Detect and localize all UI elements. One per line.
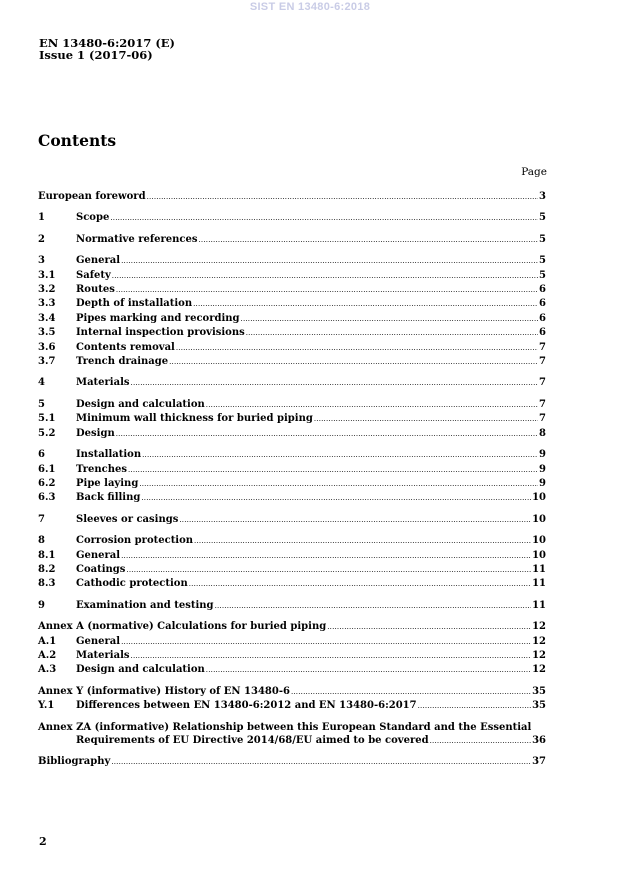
toc-entry-title: Annex A (normative) Calculations for buried piping bbox=[38, 621, 327, 633]
toc-entry-title: Minimum wall thickness for buried piping bbox=[76, 413, 313, 425]
toc-entry-number: Y.1 bbox=[38, 700, 55, 712]
dot-leader bbox=[128, 464, 538, 477]
toc-entry[interactable] bbox=[38, 685, 546, 699]
toc-entry[interactable] bbox=[38, 534, 546, 548]
toc-entry-number: 6.2 bbox=[38, 477, 56, 489]
toc-entry-number: 5.2 bbox=[38, 427, 56, 439]
toc-entry[interactable] bbox=[38, 549, 546, 563]
issue-label: Issue 1 (2017-06) bbox=[39, 48, 153, 62]
dot-leader bbox=[327, 621, 531, 634]
toc-entry[interactable] bbox=[38, 477, 546, 491]
toc-entry-page: 12 bbox=[532, 621, 546, 633]
dot-leader bbox=[193, 298, 538, 311]
dot-leader bbox=[116, 284, 538, 297]
toc-entry-page: 12 bbox=[532, 635, 546, 647]
toc-entry-number: 3.4 bbox=[38, 312, 56, 324]
toc-entry-page: 7 bbox=[539, 398, 546, 410]
toc-entry-title: Depth of installation bbox=[76, 298, 193, 310]
dot-leader bbox=[206, 399, 538, 412]
toc-entry-number: 3.5 bbox=[38, 327, 56, 339]
toc-entry-number: 6.1 bbox=[38, 463, 56, 475]
dot-leader bbox=[131, 377, 539, 390]
toc-entry-title: Safety bbox=[76, 269, 111, 281]
dot-leader bbox=[194, 535, 531, 548]
dot-leader bbox=[215, 600, 532, 613]
toc-entry-page: 11 bbox=[532, 563, 546, 575]
toc-entry-page: 10 bbox=[532, 492, 546, 504]
toc-entry-page: 35 bbox=[532, 700, 546, 712]
dot-leader bbox=[131, 650, 532, 663]
toc-entry-page: 5 bbox=[539, 269, 546, 281]
document-header bbox=[39, 37, 175, 61]
dot-leader bbox=[291, 686, 531, 699]
dot-leader bbox=[112, 270, 538, 283]
toc-entry[interactable] bbox=[38, 463, 546, 477]
toc-entry-title: Internal inspection provisions bbox=[76, 327, 245, 339]
toc-entry-number: 3.2 bbox=[38, 284, 56, 296]
toc-entry-number: 8.2 bbox=[38, 563, 56, 575]
toc-entry[interactable] bbox=[38, 577, 546, 591]
toc-entry[interactable] bbox=[38, 233, 546, 247]
toc-entry-page: 10 bbox=[532, 535, 546, 547]
dot-leader bbox=[206, 664, 531, 677]
toc-entry-page: 7 bbox=[539, 356, 546, 368]
toc-entry[interactable] bbox=[38, 326, 546, 340]
dot-leader bbox=[121, 255, 538, 268]
toc-entry-title: Contents removal bbox=[76, 341, 175, 353]
toc-entry-title: Trench drainage bbox=[76, 356, 169, 368]
toc-entry-number: 3 bbox=[38, 255, 45, 267]
standard-id: EN 13480-6:2017 (E) bbox=[39, 36, 175, 50]
page-number: 2 bbox=[39, 835, 47, 848]
toc-entry-number: 3.3 bbox=[38, 298, 56, 310]
toc-entry-page: 10 bbox=[532, 513, 546, 525]
toc-entry-number: 8 bbox=[38, 535, 45, 547]
toc-entry-number: 1 bbox=[38, 212, 45, 224]
toc-entry[interactable] bbox=[38, 190, 546, 204]
toc-entry-number: 3.1 bbox=[38, 269, 56, 281]
toc-entry[interactable] bbox=[38, 341, 546, 355]
dot-leader bbox=[142, 449, 538, 462]
toc-entry-page: 6 bbox=[539, 327, 546, 339]
toc-entry[interactable] bbox=[38, 269, 546, 283]
page-column-label: Page bbox=[521, 166, 547, 178]
toc-entry-title: Sleeves or casings bbox=[76, 513, 179, 525]
dot-leader bbox=[314, 413, 538, 426]
dot-leader bbox=[141, 492, 531, 505]
toc-entry-title: Scope bbox=[76, 212, 110, 224]
toc-entry-number: A.1 bbox=[38, 635, 57, 647]
toc-entry-page: 6 bbox=[539, 284, 546, 296]
toc-entry[interactable] bbox=[38, 283, 546, 297]
dot-leader bbox=[147, 191, 538, 204]
toc-entry-page: 35 bbox=[532, 685, 546, 697]
dot-leader bbox=[126, 564, 531, 577]
toc-entry-title: Back filling bbox=[76, 492, 141, 504]
toc-entry-page: 6 bbox=[539, 312, 546, 324]
toc-entry[interactable] bbox=[38, 376, 546, 390]
dot-leader bbox=[139, 478, 538, 491]
toc-entry-title: Corrosion protection bbox=[76, 535, 194, 547]
toc-entry-number: 9 bbox=[38, 599, 45, 611]
annex-za-line2: Requirements of EU Directive 2014/68/EU aimed to be covered bbox=[76, 735, 429, 746]
toc-entry-title bbox=[38, 721, 546, 734]
toc-entry-page: 5 bbox=[539, 255, 546, 267]
dot-leader bbox=[241, 313, 539, 326]
toc-entry-page: 11 bbox=[532, 578, 546, 590]
toc-entry-title: Pipe laying bbox=[76, 477, 139, 489]
dot-leader bbox=[176, 342, 538, 355]
toc-entry[interactable] bbox=[38, 635, 546, 649]
toc-entry-page: 9 bbox=[539, 449, 546, 461]
toc-entry-title: Design bbox=[76, 427, 115, 439]
toc-entry-number: 3.6 bbox=[38, 341, 56, 353]
toc-entry[interactable] bbox=[38, 398, 546, 412]
toc-entry-number: A.3 bbox=[38, 664, 57, 676]
toc-entry[interactable] bbox=[38, 491, 546, 505]
annex-za-line1: Annex ZA (informative) Relationship between this European Standard and the Essential bbox=[38, 721, 532, 733]
toc-entry-title: Examination and testing bbox=[76, 599, 214, 611]
dot-leader bbox=[418, 700, 531, 713]
dot-leader bbox=[110, 212, 538, 225]
toc-entry-page: 3 bbox=[539, 191, 546, 202]
toc-entry[interactable] bbox=[38, 663, 546, 677]
toc-entry-title: Differences between EN 13480-6:2012 and EN 13480-6:2017 bbox=[76, 700, 417, 712]
toc-entry-number: 2 bbox=[38, 233, 45, 245]
toc-entry-page: 7 bbox=[539, 377, 546, 389]
toc-entry-page: 5 bbox=[539, 233, 546, 245]
toc-entry-page: 12 bbox=[532, 664, 546, 676]
toc-entry-title: Normative references bbox=[76, 233, 198, 245]
toc-entry-title: General bbox=[76, 549, 121, 561]
toc-entry-number: 8.1 bbox=[38, 549, 56, 561]
toc-entry[interactable] bbox=[38, 448, 546, 462]
toc-entry-title: Materials bbox=[76, 377, 130, 389]
toc-entry[interactable] bbox=[38, 563, 546, 577]
toc-entry[interactable] bbox=[38, 427, 546, 441]
toc-entry[interactable] bbox=[38, 297, 546, 311]
toc-entry-title: Design and calculation bbox=[76, 398, 205, 410]
toc-entry-page: 37 bbox=[532, 756, 546, 768]
toc-entry-number: 5 bbox=[38, 398, 45, 410]
dot-leader bbox=[179, 514, 531, 527]
dot-leader bbox=[121, 550, 531, 563]
toc-entry-page: 36 bbox=[532, 735, 546, 746]
dot-leader bbox=[246, 327, 538, 340]
toc-entry-title: Installation bbox=[76, 449, 142, 461]
toc-entry[interactable] bbox=[38, 355, 546, 369]
dot-leader bbox=[116, 428, 538, 441]
page-title: Contents bbox=[38, 131, 117, 150]
toc-entry-number: A.2 bbox=[38, 649, 57, 661]
toc-entry-title: Design and calculation bbox=[76, 664, 205, 676]
toc-entry[interactable] bbox=[38, 699, 546, 713]
toc-entry[interactable] bbox=[38, 649, 546, 663]
toc-entry-page: 6 bbox=[539, 298, 546, 310]
toc-entry-page: 11 bbox=[532, 599, 546, 611]
toc-entry[interactable] bbox=[38, 211, 546, 225]
toc-entry-title: Routes bbox=[76, 284, 115, 296]
toc-entry-title: Annex Y (informative) History of EN 13480-6 bbox=[38, 685, 290, 697]
toc-entry-page: 10 bbox=[532, 549, 546, 561]
toc-entry[interactable] bbox=[38, 412, 546, 426]
watermark: SIST EN 13480-6:2018 bbox=[249, 1, 371, 13]
toc-entry-number: 3.7 bbox=[38, 356, 56, 368]
toc-entry-page: 9 bbox=[539, 477, 546, 489]
toc-entry[interactable] bbox=[38, 254, 546, 268]
toc-entry-bibliography[interactable] bbox=[38, 755, 546, 769]
dot-leader bbox=[199, 234, 539, 247]
toc-entry-page: 12 bbox=[532, 649, 546, 661]
toc-entry-title: Bibliography bbox=[38, 756, 111, 768]
toc-entry-annex-za[interactable] bbox=[38, 721, 546, 749]
toc-entry-page: 8 bbox=[539, 427, 546, 439]
toc-entry-title: Coatings bbox=[76, 563, 126, 575]
toc-entry-page: 9 bbox=[539, 463, 546, 475]
toc-entry[interactable] bbox=[38, 599, 546, 613]
toc-entry[interactable] bbox=[38, 513, 546, 527]
dot-leader bbox=[430, 735, 531, 748]
toc-entry-page: 7 bbox=[539, 341, 546, 353]
toc-entry-title: General bbox=[76, 635, 121, 647]
toc-entry-title: Pipes marking and recording bbox=[76, 312, 240, 324]
dot-leader bbox=[121, 636, 531, 649]
toc-entry[interactable] bbox=[38, 620, 546, 634]
toc-entry-title: Trenches bbox=[76, 463, 127, 475]
toc-entry-title: Materials bbox=[76, 649, 130, 661]
toc-entry-title: Cathodic protection bbox=[76, 578, 188, 590]
toc-entry-page: 7 bbox=[539, 413, 546, 425]
toc-entry-number: 7 bbox=[38, 513, 45, 525]
toc-entry-number: 4 bbox=[38, 377, 45, 389]
toc-entry-number: 6 bbox=[38, 449, 45, 461]
toc-entry-title: European foreword bbox=[38, 191, 146, 202]
toc-entry-page: 5 bbox=[539, 212, 546, 224]
toc-entry-number: 5.1 bbox=[38, 413, 56, 425]
toc-entry-number: 8.3 bbox=[38, 578, 56, 590]
toc-entry-number: 6.3 bbox=[38, 492, 56, 504]
table-of-contents bbox=[38, 190, 546, 770]
dot-leader bbox=[169, 356, 538, 369]
toc-entry[interactable] bbox=[38, 312, 546, 326]
dot-leader bbox=[111, 756, 531, 769]
toc-entry-title: General bbox=[76, 255, 121, 267]
dot-leader bbox=[189, 578, 531, 591]
